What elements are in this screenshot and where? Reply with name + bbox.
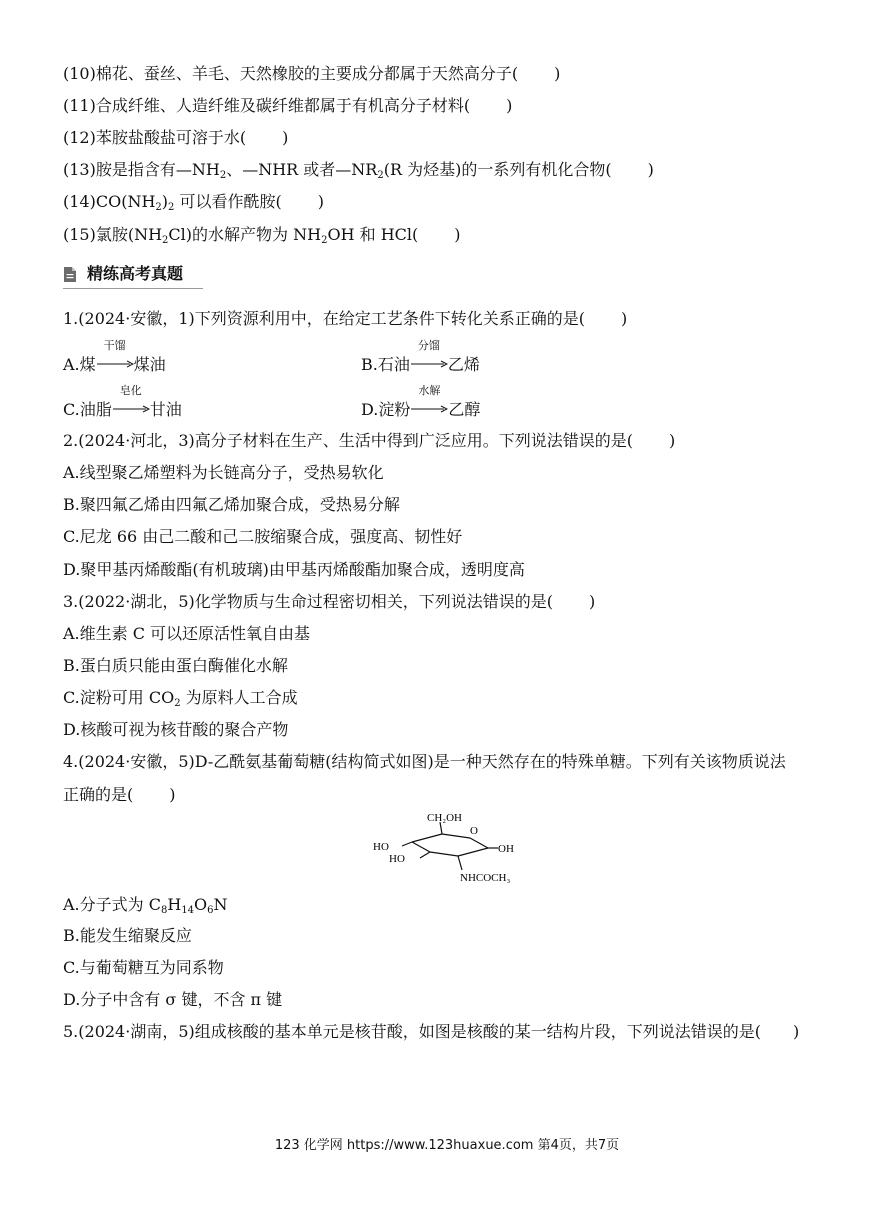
- q1-stem: [63, 308, 627, 330]
- option-text: N: [213, 895, 228, 914]
- q2-option-b[interactable]: B.聚四氟乙烯由四氟乙烯加聚合成，受热易分解: [63, 495, 400, 514]
- subscript: 8: [160, 905, 168, 916]
- q1-option-a[interactable]: [63, 339, 166, 376]
- statement-12: [63, 127, 288, 149]
- product: 甘油: [149, 400, 182, 419]
- section-heading: [63, 262, 203, 289]
- q4-stem-line2: [63, 784, 176, 806]
- option-text: 为原料人工合成: [180, 688, 298, 707]
- statement-text: (15)氯胺(NH: [63, 225, 163, 244]
- arrow-icon: [112, 405, 150, 413]
- product: 煤油: [133, 355, 166, 374]
- q3-option-a[interactable]: A.维生素 C 可以还原活性氧自由基: [63, 624, 311, 643]
- paren-close: ): [554, 64, 561, 83]
- paren-close: ): [620, 309, 628, 328]
- statement-text: 、—NHR 或者—NR: [226, 160, 378, 179]
- option-text: O: [194, 895, 208, 914]
- reactant: 煤: [79, 355, 96, 374]
- option-text: A.分子式为 C: [63, 895, 161, 914]
- reaction-arrow: [410, 339, 448, 372]
- subscript: 6: [207, 905, 214, 916]
- option-letter: D.: [361, 400, 379, 419]
- q3-option-d[interactable]: D.核酸可视为核苷酸的聚合产物: [63, 720, 289, 739]
- question-text: 正确的是(: [63, 785, 134, 804]
- reactant: 淀粉: [378, 400, 411, 419]
- arrow-icon: [410, 405, 448, 413]
- reaction-arrow: [112, 384, 150, 417]
- statement-14: [63, 191, 324, 213]
- subscript: 2: [155, 202, 162, 213]
- option-text: H: [167, 895, 182, 914]
- process-label: 分馏: [417, 339, 440, 352]
- reaction-arrow: [96, 339, 134, 372]
- question-text: 5.(2024·湖南，5)组成核酸的基本单元是核苷酸，如图是核酸的某一结构片段，下列说法错误的是(: [63, 1022, 761, 1041]
- subscript: 2: [219, 170, 227, 181]
- q2-option-d[interactable]: D.聚甲基丙烯酸酯(有机玻璃)由甲基丙烯酸酯加聚合成，透明度高: [63, 560, 525, 579]
- page-footer: 123 化学网 https://www.123huaxue.com 第4页，共7页: [274, 1138, 620, 1153]
- subscript: 2: [174, 698, 181, 709]
- oh-label: OH: [498, 843, 514, 855]
- option-letter: B.: [361, 355, 378, 374]
- q1-option-c[interactable]: [63, 384, 182, 421]
- q1-option-b[interactable]: [361, 339, 480, 376]
- ch2oh-label: CH₂OH: [427, 812, 463, 824]
- paren-close: ): [169, 785, 176, 804]
- q3-option-b[interactable]: B.蛋白质只能由蛋白酶催化水解: [63, 656, 288, 675]
- process-label: 干馏: [103, 339, 126, 352]
- paren-close: ): [647, 160, 654, 179]
- paren-close: ): [317, 192, 324, 211]
- statement-text: (14)CO(NH: [63, 192, 156, 211]
- ring-oxygen-label: O: [470, 825, 478, 837]
- q2-stem: [63, 430, 675, 452]
- option-letter: A.: [63, 355, 80, 374]
- glucosamine-structure-figure: [370, 812, 530, 884]
- statement-text: ): [161, 192, 169, 211]
- nhcoch3-label: NHCOCH₃: [460, 872, 511, 884]
- reactant: 石油: [377, 355, 410, 374]
- process-label: 皂化: [119, 384, 142, 397]
- q1-option-d[interactable]: [361, 384, 481, 421]
- q4-option-d[interactable]: D.分子中含有 σ 键，不含 π 键: [63, 990, 283, 1009]
- subscript: 2: [377, 170, 384, 181]
- paren-close: ): [506, 96, 513, 115]
- statement-text: (11)合成纤维、人造纤维及碳纤维都属于有机高分子材料(: [63, 96, 471, 115]
- statement-10: [63, 63, 560, 85]
- ho-label: HO: [373, 841, 389, 853]
- subscript: 2: [162, 235, 169, 246]
- q5-stem: [63, 1021, 799, 1043]
- reactant: 油脂: [79, 400, 112, 419]
- section-title: 精练高考真题: [87, 264, 184, 283]
- subscript: 2: [168, 202, 175, 213]
- ho-label: HO: [389, 853, 405, 865]
- subscript: 2: [321, 235, 328, 246]
- question-text: 2.(2024·河北，3)高分子材料在生产、生活中得到广泛应用。下列说法错误的是(: [63, 431, 633, 450]
- product: 乙烯: [447, 355, 480, 374]
- statement-text: (12)苯胺盐酸盐可溶于水(: [63, 128, 247, 147]
- statement-text: 可以看作酰胺(: [174, 192, 282, 211]
- paren-close: ): [454, 225, 461, 244]
- arrow-icon: [410, 360, 448, 368]
- document-icon: [63, 266, 77, 283]
- statement-text: Cl)的水解产物为 NH: [168, 225, 322, 244]
- option-text: C.淀粉可用 CO: [63, 688, 175, 707]
- question-text: 3.(2022·湖北，5)化学物质与生命过程密切相关，下列说法错误的是(: [63, 592, 553, 611]
- paren-close: ): [792, 1022, 800, 1041]
- paren-close: ): [588, 592, 596, 611]
- q4-option-b[interactable]: B.能发生缩聚反应: [63, 926, 192, 945]
- q3-stem: [63, 591, 595, 613]
- statement-13: [63, 159, 654, 181]
- q4-stem-line1: 4.(2024·安徽，5)D-乙酰氨基葡萄糖(结构简式如图)是一种天然存在的特殊单糖。下列有关该物质说法: [63, 752, 786, 771]
- paren-close: ): [282, 128, 289, 147]
- q2-option-a[interactable]: A.线型聚乙烯塑料为长链高分子，受热易软化: [63, 463, 384, 482]
- statement-11: [63, 95, 512, 117]
- subscript: 14: [181, 905, 195, 916]
- statement-text: (10)棉花、蚕丝、羊毛、天然橡胶的主要成分都属于天然高分子(: [63, 64, 519, 83]
- statement-text: (13)胺是指含有—NH: [63, 160, 220, 179]
- q2-option-c[interactable]: C.尼龙 66 由己二酸和己二胺缩聚合成，强度高、韧性好: [63, 527, 463, 546]
- q3-option-c[interactable]: [63, 687, 298, 709]
- question-text: 1.(2024·安徽，1)下列资源利用中，在给定工艺条件下转化关系正确的是(: [63, 309, 585, 328]
- process-label: 水解: [418, 384, 441, 397]
- option-letter: C.: [63, 400, 80, 419]
- reaction-arrow: [410, 384, 448, 417]
- product: 乙醇: [448, 400, 481, 419]
- q4-option-c[interactable]: C.与葡萄糖互为同系物: [63, 958, 224, 977]
- paren-close: ): [668, 431, 676, 450]
- statement-text: (R 为烃基)的一系列有机化合物(: [383, 160, 612, 179]
- arrow-icon: [96, 360, 134, 368]
- statement-text: OH 和 HCl(: [327, 225, 419, 244]
- q4-option-a[interactable]: [63, 894, 228, 916]
- statement-15: [63, 224, 461, 246]
